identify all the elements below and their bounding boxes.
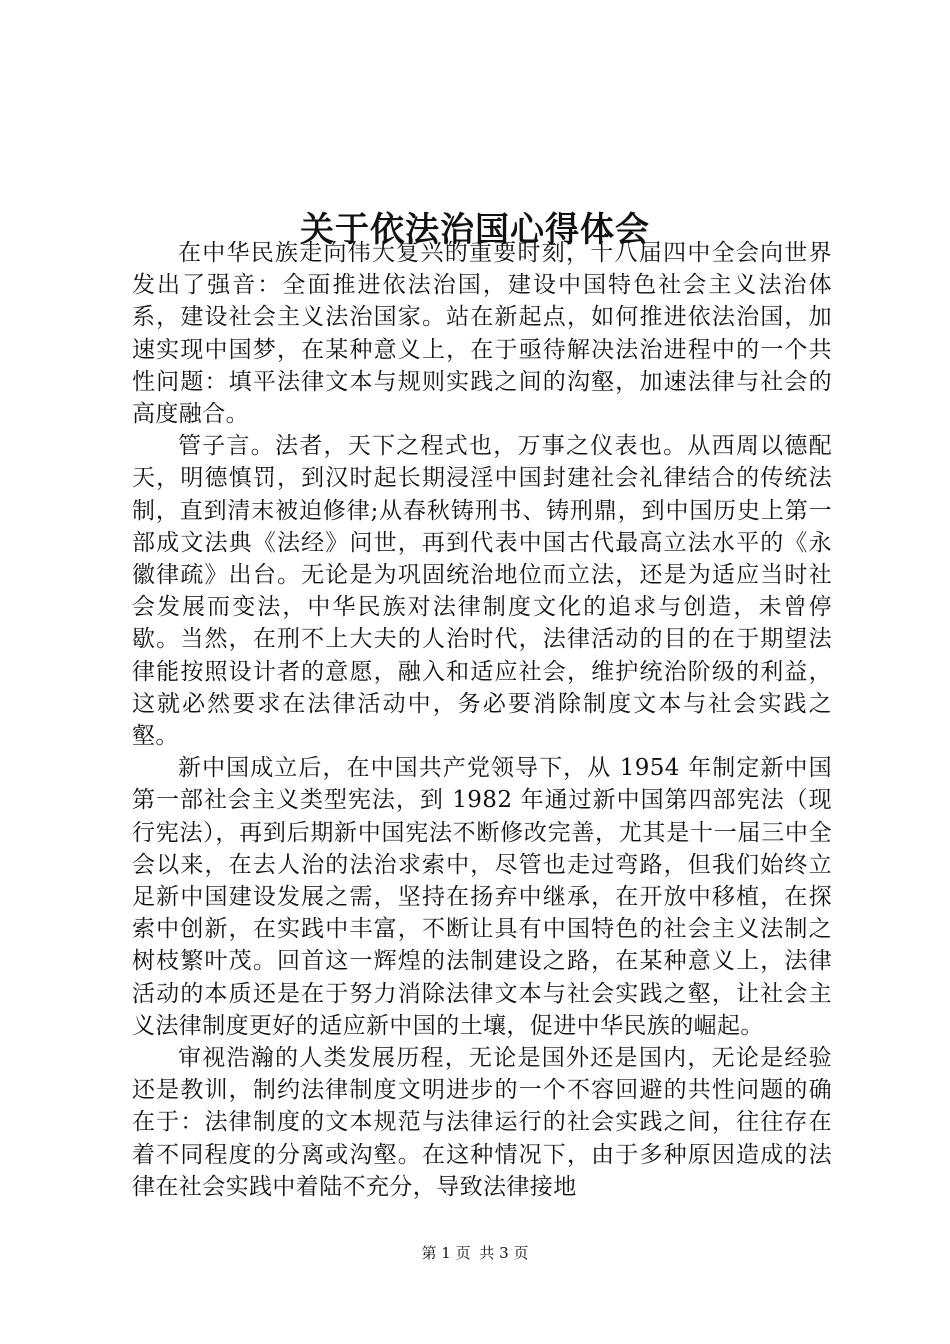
page-total: 共 3 页 (479, 1244, 529, 1262)
page-footer (0, 1243, 950, 1263)
page-number: 第 1 页 (421, 1244, 471, 1262)
paragraph: 审视浩瀚的人类发展历程，无论是国外还是国内，无论是经验还是教训，制约法律制度文明进步的一个不容回避的共性问题的确在于：法律制度的文本规范与法律运行的社会实践之间，往往存在着不同程度的分离或沟壑。在这种情况下，由于多种原因造成的法律在社会实践中着陆不充分，导致法律接地 (132, 1045, 832, 1200)
paragraph: 管子言。法者，天下之程式也，万事之仪表也。从西周以德配天，明德慎罚，到汉时起长期浸淫中国封建社会礼律结合的传统法制，直到清末被迫修律;从春秋铸刑书、铸刑鼎，到中国历史上第一部成文法典《法经》问世，再到代表中国古代最高立法水平的《永徽律疏》出台。无论是为巩固统治地位而立法，还是为适应当时社会发展而变法，中华民族对法律制度文化的追求与创造，未曾停歇。当然，在刑不上大夫的人治时代，法律活动的目的在于期望法律能按照设计者的意愿，融入和适应社会，维护统治阶级的利益，这就必然要求在法律活动中，务必要消除制度文本与社会实践之壑。 (132, 433, 832, 750)
paragraph: 新中国成立后，在中国共产党领导下，从 1954 年制定新中国第一部社会主义类型宪法，到 1982 年通过新中国第四部宪法（现行宪法），再到后期新中国宪法不断修改完善，尤其是十一届三中全会以来，在去人治的法治求索中，尽管也走过弯路，但我们始终立足新中国建设发展之需，坚持在扬弃中继承，在开放中移植，在探索中创新，在实践中丰富，不断让具有中国特色的社会主义法制之树枝繁叶茂。回首这一辉煌的法制建设之路，在某种意义上，法律活动的本质还是在于努力消除法律文本与社会实践之壑，让社会主义法律制度更好的适应新中国的土壤，促进中华民族的崛起。 (132, 755, 832, 1039)
paragraph: 在中华民族走向伟大复兴的重要时刻，十八届四中全会向世界发出了强音：全面推进依法治国，建设中国特色社会主义法治体系，建设社会主义法治国家。站在新起点，如何推进依法治国，加速实现中国梦，在某种意义上，在于亟待解决法治进程中的一个共性问题：填平法律文本与规则实践之间的沟壑，加速法律与社会的高度融合。 (132, 240, 832, 428)
document-body (132, 237, 832, 1203)
document-title: 关于依法治国心得体会 (300, 209, 650, 250)
